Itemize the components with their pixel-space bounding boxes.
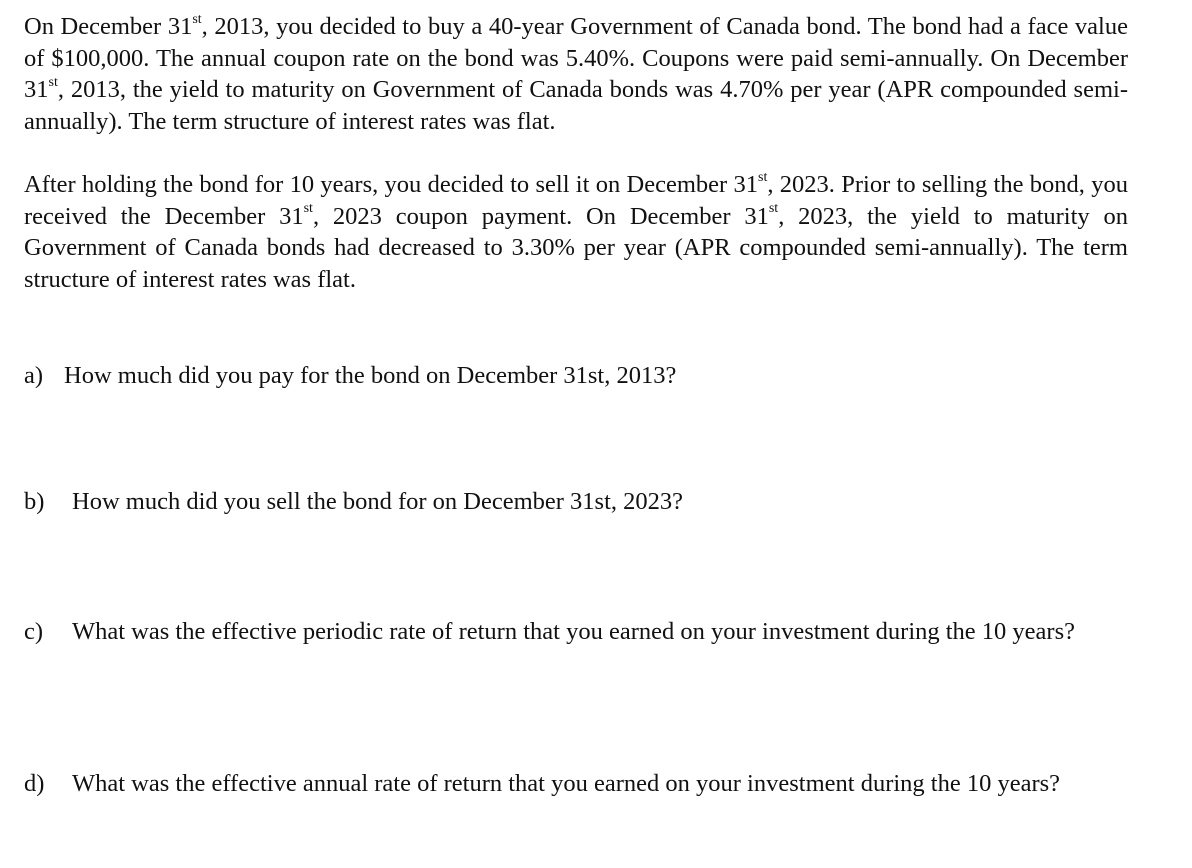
ordinal-suffix: st (48, 74, 58, 90)
question-c (24, 616, 1128, 648)
paragraph-2 (24, 169, 1128, 295)
question-text: What was the effective periodic rate of return that you earned on your investment during the 10 years? (72, 618, 1075, 645)
paragraph-1-text: , 2013, the yield to maturity on Government of Canada bonds was 4.70% per year (APR compounded semi-annually). The term structure of interest rates was flat. (24, 76, 1128, 135)
paragraph-1-text: , 2013, you decided to buy a 40-year Government of Canada bond. The bond had a face value of $100,000. The annual coupon rate on the bond was 5.40%. Coupons were paid semi-annually. On December 31 (24, 13, 1128, 103)
question-a (24, 360, 1128, 392)
ordinal-suffix: st (758, 169, 768, 185)
paragraph-2-text: , 2023. Prior to selling the bond, you received the December 31 (24, 171, 1128, 230)
paragraph-2-text: After holding the bond for 10 years, you decided to sell it on December 31 (24, 171, 759, 198)
question-label: a) (24, 362, 44, 389)
question-text: How much did you pay for the bond on December 31st, 2013? (64, 362, 677, 389)
ordinal-suffix: st (768, 201, 779, 217)
paragraph-2-text: , 2023 coupon payment. On December 31 (312, 202, 769, 230)
question-label: c) (24, 618, 44, 645)
question-b (24, 486, 1128, 518)
paragraph-1 (24, 11, 1128, 137)
question-label: b) (24, 488, 45, 515)
paragraph-1-text: On December 31 (24, 13, 193, 40)
question-text: What was the effective annual rate of return that you earned on your investment during the 10 years? (72, 770, 1061, 797)
question-d (24, 768, 1128, 800)
ordinal-suffix: st (192, 11, 202, 27)
question-text: How much did you sell the bond for on December 31st, 2023? (72, 488, 684, 515)
paragraph-2-text: , 2023, the yield to maturity on Government of Canada bonds had decreased to 3.30% per year (APR compounded semi-annually). The term structure of interest rates was flat. (24, 202, 1128, 293)
question-label: d) (24, 770, 45, 797)
ordinal-suffix: st (303, 201, 313, 217)
